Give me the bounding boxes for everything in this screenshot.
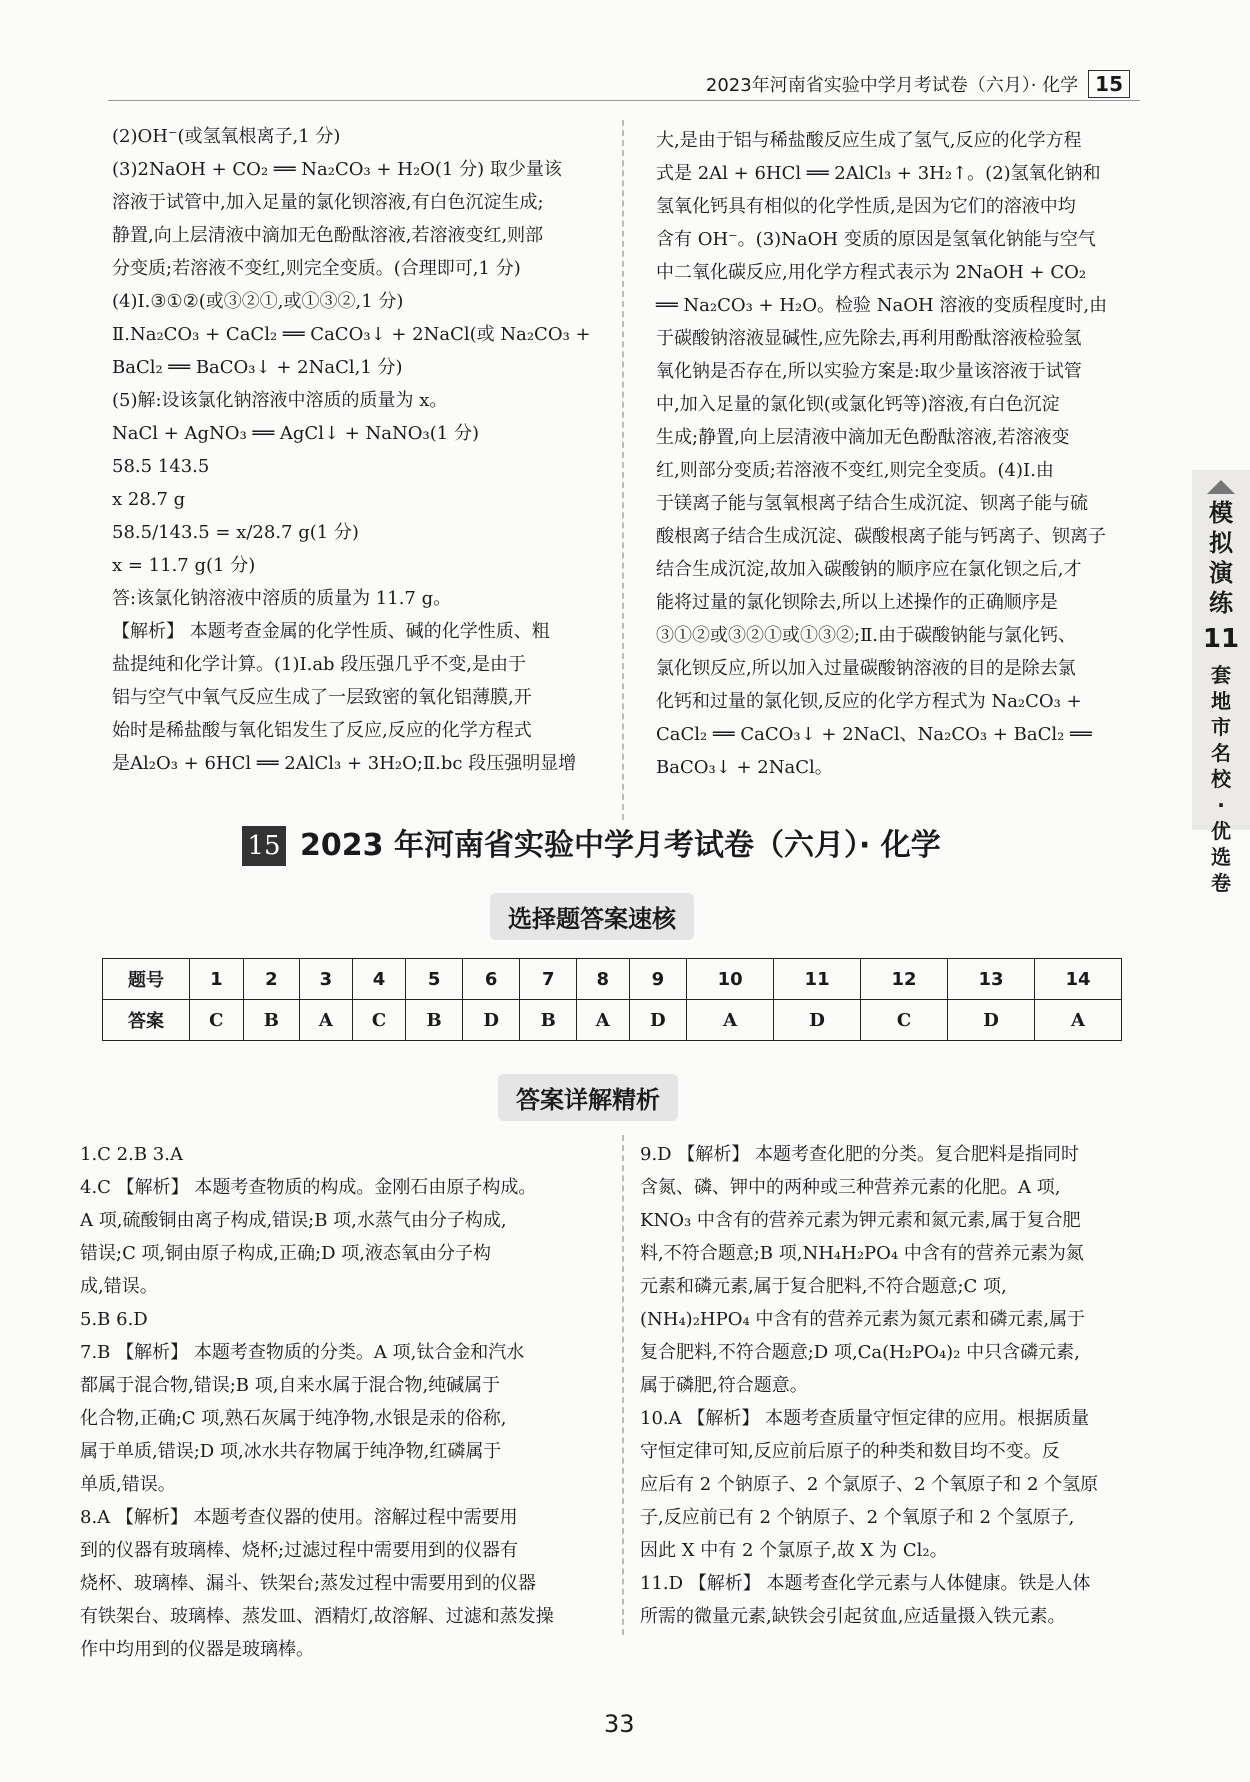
text-line: 8.A 【解析】 本题考查仪器的使用。溶解过程中需要用 bbox=[80, 1507, 518, 1528]
text-line: 属于磷肥,符合题意。 bbox=[640, 1375, 808, 1396]
header-rule bbox=[108, 100, 1140, 101]
text-line: 静置,向上层清液中滴加无色酚酞溶液,若溶液变红,则部 bbox=[112, 225, 544, 246]
answer-cell: C bbox=[352, 1000, 406, 1041]
text-line: 应后有 2 个钠原子、2 个氯原子、2 个氧原子和 2 个氢原 bbox=[640, 1474, 1099, 1495]
header-title: 2023年河南省实验中学月考试卷（六月）· 化学 bbox=[705, 75, 1079, 96]
column-divider bbox=[622, 120, 624, 820]
answer-cell: B bbox=[406, 1000, 462, 1041]
text-line: 氢氧化钙具有相似的化学性质,是因为它们的溶液中均 bbox=[656, 196, 1076, 217]
lower-left-column bbox=[80, 1138, 600, 1666]
text-line: 属于单质,错误;D 项,冰水共存物属于纯净物,红磷属于 bbox=[80, 1441, 502, 1462]
text-line: 守恒定律可知,反应前后原子的种类和数目均不变。反 bbox=[640, 1441, 1060, 1462]
answer-cell: A bbox=[300, 1000, 353, 1041]
answer-cell: D bbox=[629, 1000, 687, 1041]
text-line: 氯化钡反应,所以加入过量碳酸钠溶液的目的是除去氯 bbox=[656, 658, 1076, 679]
text-line: 盐提纯和化学计算。(1)Ⅰ.ab 段压强几乎不变,是由于 bbox=[112, 654, 527, 675]
text-line: 化合物,正确;C 项,熟石灰属于纯净物,水银是汞的俗称, bbox=[80, 1408, 507, 1429]
side-tab-char: 练 bbox=[1209, 589, 1233, 617]
question-number-cell: 12 bbox=[861, 959, 948, 1000]
text-line: 有铁架台、玻璃棒、蒸发皿、酒精灯,故溶解、过滤和蒸发操 bbox=[80, 1606, 554, 1627]
text-line: 中,加入足量的氯化钡(或氯化钙等)溶液,有白色沉淀 bbox=[656, 394, 1060, 415]
side-tab-char: · bbox=[1217, 793, 1225, 817]
answer-cell: A bbox=[1034, 1000, 1121, 1041]
text-line: 中二氧化碳反应,用化学方程式表示为 2NaOH + CO₂ bbox=[656, 262, 1087, 283]
side-tab-char: 套 bbox=[1211, 663, 1231, 687]
answer-table bbox=[102, 958, 1122, 1041]
text-line: x 28.7 g bbox=[112, 489, 186, 510]
text-line: 料,不符合题意;B 项,NH₄H₂PO₄ 中含有的营养元素为氮 bbox=[640, 1243, 1084, 1264]
text-line: 所需的微量元素,缺铁会引起贫血,应适量摄入铁元素。 bbox=[640, 1606, 1066, 1627]
side-tab-char: 市 bbox=[1211, 715, 1231, 739]
question-number-cell: 7 bbox=[520, 959, 576, 1000]
text-line: (2)OH⁻(或氢氧根离子,1 分) bbox=[112, 126, 341, 147]
question-number-cell: 9 bbox=[629, 959, 687, 1000]
question-number-cell: 2 bbox=[243, 959, 299, 1000]
side-tab bbox=[1192, 470, 1250, 895]
text-line: Ⅱ.Na₂CO₃ + CaCl₂ ══ CaCO₃↓ + 2NaCl(或 Na₂CO₃ + bbox=[112, 324, 591, 345]
question-number-cell: 11 bbox=[774, 959, 861, 1000]
text-line: 红,则部分变质;若溶液不变红,则完全变质。(4)Ⅰ.由 bbox=[656, 460, 1054, 481]
question-number-cell: 14 bbox=[1034, 959, 1121, 1000]
text-line: 铝与空气中氧气反应生成了一层致密的氧化铝薄膜,开 bbox=[112, 687, 532, 708]
text-line: 4.C 【解析】 本题考查物质的构成。金刚石由原子构成。 bbox=[80, 1177, 537, 1198]
side-tab-char: 模 bbox=[1209, 499, 1233, 527]
question-number-cell: 5 bbox=[406, 959, 462, 1000]
text-line: 错误;C 项,铜由原子构成,正确;D 项,液态氧由分子构 bbox=[80, 1243, 491, 1264]
text-line: BaCl₂ ══ BaCO₃↓ + 2NaCl,1 分) bbox=[112, 357, 403, 378]
question-number-cell: 6 bbox=[462, 959, 520, 1000]
text-line: CaCl₂ ══ CaCO₃↓ + 2NaCl、Na₂CO₃ + BaCl₂ ══ bbox=[656, 724, 1092, 745]
text-line: BaCO₃↓ + 2NaCl。 bbox=[656, 757, 833, 778]
text-line: 都属于混合物,错误;B 项,自来水属于混合物,纯碱属于 bbox=[80, 1375, 501, 1396]
text-line: 5.B 6.D bbox=[80, 1309, 148, 1330]
column-divider bbox=[622, 1135, 624, 1635]
text-line: 7.B 【解析】 本题考查物质的分类。A 项,钛合金和汽水 bbox=[80, 1342, 525, 1363]
quick-answers-heading: 选择题答案速核 bbox=[490, 893, 694, 940]
side-tab-char: 优 bbox=[1211, 819, 1231, 843]
triangle-icon bbox=[1207, 480, 1235, 494]
answer-cell: D bbox=[948, 1000, 1035, 1041]
row-label: 题号 bbox=[103, 959, 190, 1000]
question-number-cell: 1 bbox=[190, 959, 244, 1000]
answer-cell: A bbox=[687, 1000, 774, 1041]
top-left-column bbox=[112, 120, 602, 780]
text-line: (NH₄)₂HPO₄ 中含有的营养元素为氮元素和磷元素,属于 bbox=[640, 1309, 1086, 1330]
text-line: 【解析】 本题考查金属的化学性质、碱的化学性质、粗 bbox=[112, 621, 550, 642]
text-line: 复合肥料,不符合题意;D 项,Ca(H₂PO₄)₂ 中只含磷元素, bbox=[640, 1342, 1080, 1363]
text-line: 大,是由于铝与稀盐酸反应生成了氢气,反应的化学方程 bbox=[656, 130, 1082, 151]
text-line: (3)2NaOH + CO₂ ══ Na₂CO₃ + H₂O(1 分) 取少量该 bbox=[112, 159, 562, 180]
answer-cell: C bbox=[861, 1000, 948, 1041]
row-label: 答案 bbox=[103, 1000, 190, 1041]
page-number: 33 bbox=[604, 1710, 635, 1738]
lower-right-column bbox=[640, 1138, 1160, 1633]
text-line: 结合生成沉淀,故加入碳酸钠的顺序应在氯化钡之后,才 bbox=[656, 559, 1082, 580]
text-line: 化钙和过量的氯化钡,反应的化学方程式为 Na₂CO₃ + bbox=[656, 691, 1082, 712]
answer-cell: B bbox=[520, 1000, 576, 1041]
text-line: 58.5/143.5 = x/28.7 g(1 分) bbox=[112, 522, 359, 543]
text-line: 因此 X 中有 2 个氯原子,故 X 为 Cl₂。 bbox=[640, 1540, 948, 1561]
answer-cell: D bbox=[462, 1000, 520, 1041]
table-row bbox=[103, 1000, 1122, 1041]
text-line: 作中均用到的仪器是玻璃棒。 bbox=[80, 1639, 314, 1660]
text-line: 9.D 【解析】 本题考查化肥的分类。复合肥料是指同时 bbox=[640, 1144, 1080, 1165]
text-line: 11.D 【解析】 本题考查化学元素与人体健康。铁是人体 bbox=[640, 1573, 1091, 1594]
text-line: 分变质;若溶液不变红,则完全变质。(合理即可,1 分) bbox=[112, 258, 521, 279]
side-tab-label-2 bbox=[1192, 662, 1250, 896]
text-line: 始时是稀盐酸与氧化铝发生了反应,反应的化学方程式 bbox=[112, 720, 532, 741]
answer-cell: C bbox=[190, 1000, 244, 1041]
section-badge: 15 bbox=[242, 826, 286, 866]
side-tab-char: 卷 bbox=[1211, 871, 1231, 895]
header-page-badge: 15 bbox=[1088, 70, 1130, 98]
text-line: 到的仪器有玻璃棒、烧杯;过滤过程中需要用到的仪器有 bbox=[80, 1540, 519, 1561]
text-line: 含有 OH⁻。(3)NaOH 变质的原因是氢氧化钠能与空气 bbox=[656, 229, 1096, 250]
top-right-column bbox=[656, 124, 1156, 784]
text-line: 烧杯、玻璃棒、漏斗、铁架台;蒸发过程中需要用到的仪器 bbox=[80, 1573, 537, 1594]
text-line: NaCl + AgNO₃ ══ AgCl↓ + NaNO₃(1 分) bbox=[112, 423, 479, 444]
text-line: 答:该氯化钠溶液中溶质的质量为 11.7 g。 bbox=[112, 588, 452, 609]
text-line: 能将过量的氯化钡除去,所以上述操作的正确顺序是 bbox=[656, 592, 1058, 613]
side-tab-char: 演 bbox=[1209, 559, 1233, 587]
text-line: 成,错误。 bbox=[80, 1276, 158, 1297]
text-line: KNO₃ 中含有的营养元素为钾元素和氮元素,属于复合肥 bbox=[640, 1210, 1081, 1231]
side-tab-char: 校 bbox=[1211, 767, 1231, 791]
side-tab-number: 11 bbox=[1202, 624, 1240, 654]
side-tab-char: 地 bbox=[1211, 689, 1231, 713]
table-row bbox=[103, 959, 1122, 1000]
text-line: 生成;静置,向上层清液中滴加无色酚酞溶液,若溶液变 bbox=[656, 427, 1070, 448]
answer-cell: D bbox=[774, 1000, 861, 1041]
question-number-cell: 13 bbox=[948, 959, 1035, 1000]
detail-heading: 答案详解精析 bbox=[498, 1074, 678, 1121]
text-line: 于镁离子能与氢氧根离子结合生成沉淀、钡离子能与硫 bbox=[656, 493, 1088, 514]
text-line: 子,反应前已有 2 个钠原子、2 个氧原子和 2 个氢原子, bbox=[640, 1507, 1075, 1528]
text-line: (4)Ⅰ.③①②(或③②①,或①③②,1 分) bbox=[112, 291, 404, 312]
text-line: 58.5 143.5 bbox=[112, 456, 210, 477]
question-number-cell: 3 bbox=[300, 959, 353, 1000]
side-tab-char: 名 bbox=[1211, 741, 1231, 765]
section-title: 2023 年河南省实验中学月考试卷（六月）· 化学 bbox=[300, 828, 941, 863]
text-line: ③①②或③②①或①③②;Ⅱ.由于碳酸钠能与氯化钙、 bbox=[656, 625, 1077, 646]
text-line: 酸根离子结合生成沉淀、碳酸根离子能与钙离子、钡离子 bbox=[656, 526, 1106, 547]
running-header bbox=[706, 70, 1130, 98]
answer-cell: B bbox=[243, 1000, 299, 1041]
question-number-cell: 10 bbox=[687, 959, 774, 1000]
text-line: 含氮、磷、钾中的两种或三种营养元素的化肥。A 项, bbox=[640, 1177, 1061, 1198]
text-line: (5)解:设该氯化钠溶液中溶质的质量为 x。 bbox=[112, 390, 448, 411]
text-line: A 项,硫酸铜由离子构成,错误;B 项,水蒸气由分子构成, bbox=[80, 1210, 507, 1231]
text-line: 10.A 【解析】 本题考查质量守恒定律的应用。根据质量 bbox=[640, 1408, 1090, 1429]
text-line: 1.C 2.B 3.A bbox=[80, 1144, 183, 1165]
side-tab-char: 拟 bbox=[1209, 529, 1233, 557]
text-line: 氧化钠是否存在,所以实验方案是:取少量该溶液于试管 bbox=[656, 361, 1082, 382]
answer-cell: A bbox=[576, 1000, 629, 1041]
text-line: 单质,错误。 bbox=[80, 1474, 176, 1495]
side-tab-label-1 bbox=[1192, 498, 1250, 618]
text-line: x = 11.7 g(1 分) bbox=[112, 555, 256, 576]
text-line: 是Al₂O₃ + 6HCl ══ 2AlCl₃ + 3H₂O;Ⅱ.bc 段压强明显增 bbox=[112, 753, 577, 774]
question-number-cell: 4 bbox=[352, 959, 406, 1000]
side-tab-char: 选 bbox=[1211, 845, 1231, 869]
text-line: 于碳酸钠溶液显碱性,应先除去,再利用酚酞溶液检验氢 bbox=[656, 328, 1082, 349]
text-line: 溶液于试管中,加入足量的氯化钡溶液,有白色沉淀生成; bbox=[112, 192, 544, 213]
question-number-cell: 8 bbox=[576, 959, 629, 1000]
text-line: 元素和磷元素,属于复合肥料,不符合题意;C 项, bbox=[640, 1276, 1007, 1297]
text-line: ══ Na₂CO₃ + H₂O。检验 NaOH 溶液的变质程度时,由 bbox=[656, 295, 1108, 316]
text-line: 式是 2Al + 6HCl ══ 2AlCl₃ + 3H₂↑。(2)氢氧化钠和 bbox=[656, 163, 1101, 184]
